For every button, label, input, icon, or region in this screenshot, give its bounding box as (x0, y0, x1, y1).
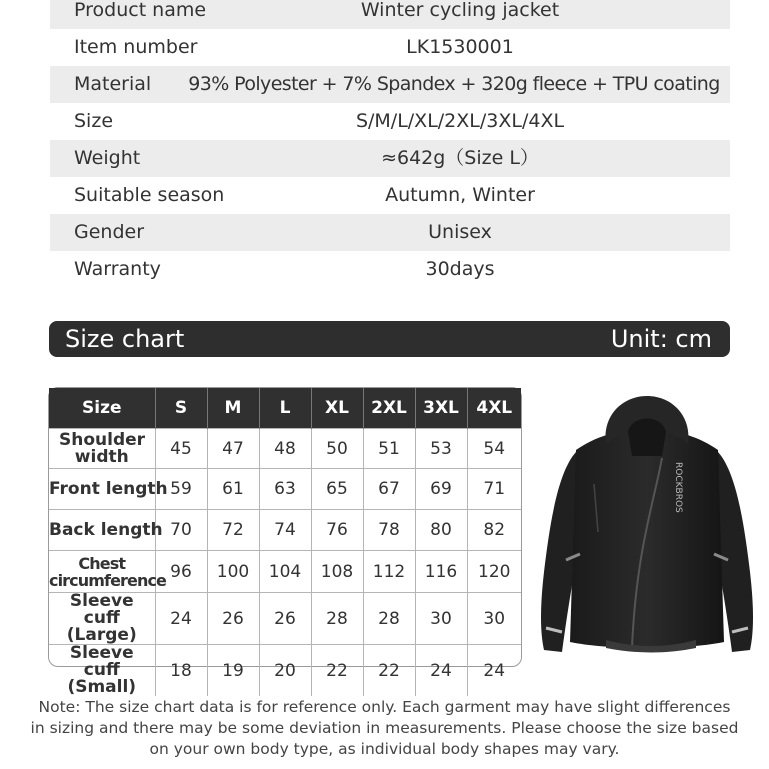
table-cell: 26 (207, 593, 259, 645)
row-label: Back length (49, 510, 155, 551)
table-cell: 45 (155, 429, 207, 469)
table-cell: 100 (207, 551, 259, 593)
row-label: Sleeve cuff (Large) (49, 593, 155, 645)
table-cell: 63 (259, 469, 311, 510)
spec-label: Weight (74, 147, 141, 169)
table-cell: 30 (415, 593, 467, 645)
table-row (49, 593, 521, 645)
table-row (49, 429, 521, 469)
spec-row-gender (50, 214, 730, 251)
spec-row-item-number (50, 29, 730, 66)
header-cell: XL (311, 388, 363, 429)
spec-row-size (50, 103, 730, 140)
row-label: Front length (49, 469, 155, 510)
header-cell: S (155, 388, 207, 429)
size-chart-title: Size chart (65, 325, 185, 353)
row-label: Shoulder width (49, 429, 155, 469)
size-chart-header (49, 321, 730, 357)
table-cell: 24 (415, 645, 467, 697)
table-cell: 104 (259, 551, 311, 593)
table-cell: 116 (415, 551, 467, 593)
header-cell: 2XL (363, 388, 415, 429)
table-cell: 51 (363, 429, 415, 469)
size-table (48, 387, 522, 697)
table-cell: 108 (311, 551, 363, 593)
spec-value: 93% Polyester + 7% Spandex + 320g fleece + TPU coating (188, 73, 720, 95)
table-cell: 78 (363, 510, 415, 551)
table-cell: 72 (207, 510, 259, 551)
table-cell: 19 (207, 645, 259, 697)
spec-label: Gender (74, 221, 145, 243)
header-cell: L (259, 388, 311, 429)
table-cell: 30 (467, 593, 521, 645)
table-cell: 28 (311, 593, 363, 645)
spec-row-product-name (50, 0, 730, 29)
table-cell: 112 (363, 551, 415, 593)
table-cell: 22 (363, 645, 415, 697)
table-cell: 82 (467, 510, 521, 551)
table-cell: 26 (259, 593, 311, 645)
spec-value: Autumn, Winter (385, 184, 535, 206)
table-cell: 120 (467, 551, 521, 593)
table-cell: 50 (311, 429, 363, 469)
spec-row-season (50, 177, 730, 214)
spec-value: 30days (425, 258, 495, 280)
table-cell: 59 (155, 469, 207, 510)
table-cell: 71 (467, 469, 521, 510)
size-table-header-row (49, 388, 521, 429)
table-cell: 96 (155, 551, 207, 593)
table-cell: 54 (467, 429, 521, 469)
table-row (49, 551, 521, 593)
table-cell: 47 (207, 429, 259, 469)
jacket-body (570, 430, 724, 648)
header-cell: Size (49, 388, 155, 429)
table-row (49, 469, 521, 510)
spec-label: Item number (74, 36, 198, 58)
spec-value: Winter cycling jacket (360, 0, 560, 21)
table-cell: 65 (311, 469, 363, 510)
table-cell: 80 (415, 510, 467, 551)
spec-value: LK1530001 (406, 36, 514, 58)
table-cell: 61 (207, 469, 259, 510)
table-row (49, 510, 521, 551)
spec-row-material (50, 66, 730, 103)
header-cell: 4XL (467, 388, 521, 429)
table-cell: 70 (155, 510, 207, 551)
table-cell: 48 (259, 429, 311, 469)
spec-value: Unisex (428, 221, 492, 243)
table-row (49, 645, 521, 697)
spec-row-weight (50, 140, 730, 177)
spec-row-warranty (50, 251, 730, 288)
row-label: Sleeve cuff (Small) (49, 645, 155, 697)
table-cell: 67 (363, 469, 415, 510)
table-cell: 53 (415, 429, 467, 469)
table-cell: 28 (363, 593, 415, 645)
row-label: Chest circumference (49, 551, 155, 593)
brand-label: ROCKBROS (673, 462, 683, 513)
spec-label: Material (74, 73, 152, 95)
jacket-image (536, 392, 758, 662)
table-cell: 24 (467, 645, 521, 697)
header-cell: M (207, 388, 259, 429)
spec-label: Warranty (74, 258, 161, 280)
spec-label: Size (74, 110, 114, 132)
table-cell: 74 (259, 510, 311, 551)
table-cell: 18 (155, 645, 207, 697)
spec-value: ≈642g（Size L） (381, 147, 539, 169)
table-cell: 24 (155, 593, 207, 645)
table-cell: 76 (311, 510, 363, 551)
spec-label: Suitable season (74, 184, 225, 206)
size-chart-unit: Unit: cm (610, 325, 712, 353)
table-cell: 22 (311, 645, 363, 697)
table-cell: 69 (415, 469, 467, 510)
header-cell: 3XL (415, 388, 467, 429)
spec-label: Product name (74, 0, 207, 21)
spec-value: S/M/L/XL/2XL/3XL/4XL (355, 110, 565, 132)
size-note: Note: The size chart data is for reference only. Each garment may have slight differences in sizing and there may be some deviation in measurements. Please choose the size based on your own body type, as individual body shapes may vary. (30, 698, 739, 758)
table-cell: 20 (259, 645, 311, 697)
